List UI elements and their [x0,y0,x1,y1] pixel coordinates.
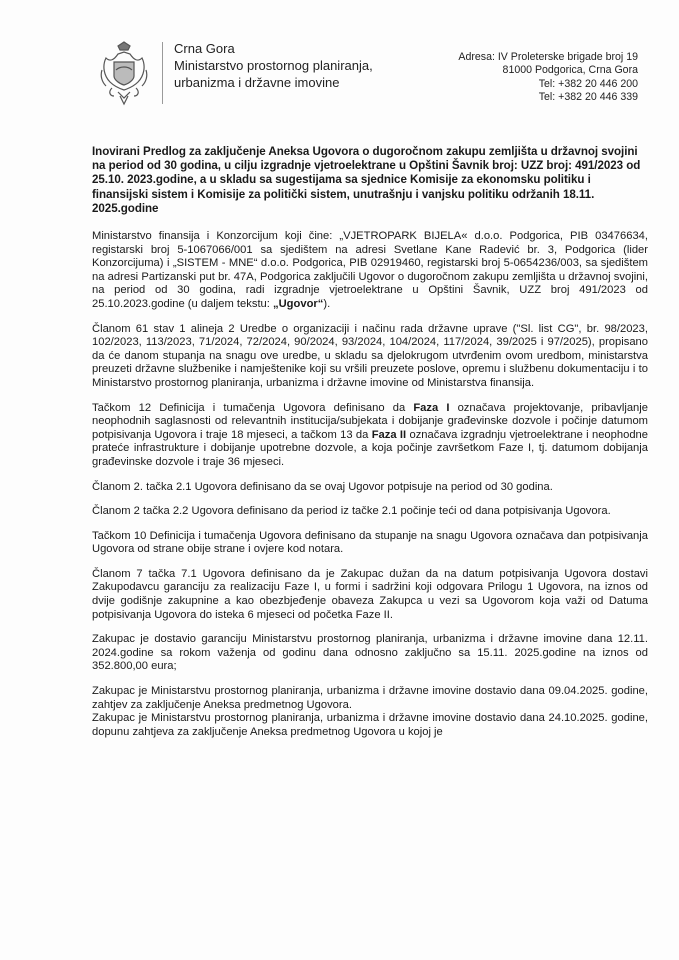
montenegro-coat-of-arms-icon [98,40,150,108]
defined-term-ugovor: „Ugovor“ [273,297,324,310]
ministry-line-1: Ministarstvo prostornog planiranja, [174,58,373,73]
country-name: Crna Gora [174,41,235,56]
paragraph-request-supplement: Zakupac je Ministarstvu prostornog planiranja, urbanizma i državne imovine dostavio dana 24.10.2025. godine, dopunu zahtjeva za zaključenje Aneksa predmetnog Ugovora u kojoj je [92,712,648,738]
letterhead [98,40,658,110]
contact-address [458,51,638,104]
phone-1: Tel: +382 20 446 200 [538,77,638,90]
paragraph-point-10: Tačkom 10 Definicija i tumačenja Ugovora definisano da stupanje na snagu Ugovora označava dan potpisivanja Ugovora od strane obije strane i ovjere kod notara. [92,529,648,556]
paragraph-request: Zakupac je Ministarstvu prostornog planiranja, urbanizma i državne imovine dostavio dana 09.04.2025. godine, zahtjev za zaključenje Aneksa predmetnog Ugovora. [92,685,648,711]
paragraph-article-2-1: Članom 2. tačka 2.1 Ugovora definisano da se ovaj Ugovor potpisuje na period od 30 godina. [92,480,553,493]
paragraph-text: označava projektovanje, pribavljanje neophodnih saglasnosti od relevantnih institucija/subjekata i dobijanje građevinske dozvole i počinje datumom potpisivanja Ugovora i traje 18 mjeseci, a tačkom 13 da [92,401,648,441]
paragraph-text: označava izgradnju vjetroelektrane i neophodne prateće infrastrukture i dobijanje upotrebne dozvole, a koja počinje završetkom Faze I, tj. datumom dobijanja građevinske dozvole i traje 36 mjeseci. [92,428,648,468]
document-body [92,145,648,750]
term-faza-1: Faza I [413,401,450,414]
letterhead-divider [162,42,163,104]
street-address: Adresa: IV Proleterske brigade broj 19 [458,51,638,63]
paragraph-guarantee: Zakupac je dostavio garanciju Ministarstvu prostornog planiranja, urbanizma i državne imovine dana 12.11. 2024.godine sa rokom važenja od godinu dana odnosno zaključno sa 15.11. 2025.godine na iznos od 352.800,00 eura; [92,633,648,673]
document-title: Inovirani Predlog za zaključenje Aneksa Ugovora o dugoročnom zakupu zemljišta u državnoj svojini na period od 30 godina, u cilju izgradnje vjetroelektrane u Opštini Šavnik broj: UZZ broj: 491/2023 od 25.10. 2023.godine, a u skladu sa sugestijama sa sjednice Komisije za ekonomsku politiku i finansijski sistem i Komisije za politički sistem, unutrašnju i vanjsku politiku održanih 18.11. 2025.godine [92,145,641,215]
ministry-line-2: urbanizma i državne imovine [174,75,340,90]
ministry-name [174,40,373,91]
term-faza-2: Faza II [371,428,407,441]
paragraph-regulation: Članom 61 stav 1 alineja 2 Uredbe o organizaciji i načinu rada državne uprave ("Sl. list CG", br. 98/2023, 102/2023, 113/2023, 71/2024, 72/2024, 90/2024, 93/2024, 104/2024, 117/2024, 39/2025 i 97/2025), propisano da će danom stupanja na snagu ove uredbe, u skladu sa djelokrugom utvrđenim ovom uredbom, ministarstva preuzeti državne službenike i namještenike koji su vršili preuzete poslove, opremu i službenu dokumentaciju i to Ministarstvo prostornog planiranja, urbanizma i državne imovine od Ministarstva finansija. [92,322,648,389]
phone-2: Tel: +382 20 446 339 [538,90,638,103]
paragraph-phases [92,402,648,470]
paragraph-parties [92,230,648,312]
paragraph-article-7-1: Članom 7 tačka 7.1 Ugovora definisano da je Zakupac dužan da na datum potpisivanja Ugovora dostavi Zakupodavcu garanciju za realizaciju Faze I, u formi i sadržini koji odgovara Prilogu 1 Ugovora, na iznos od dvije godišnje zakupnine a kao obezbjeđenje obaveza Zakupca u vezi sa Ugovorom koja važi od Datuma potpisivanja Ugovora do isteka 6 mjeseci od početka Faze II. [92,567,648,621]
city-address: 81000 Podgorica, Crna Gora [502,64,638,77]
paragraph-text: Ministarstvo finansija i Konzorcijum koji čine: „VJETROPARK BIJELA« d.o.o. Podgorica, PIB 03476634, registarski broj 5-1067066/001 sa sjedištem na adresi Svetlane Kane Radević br. 3, Podgorica (lider Konzorcijuma) i „SISTEM - MNE“ d.o.o. Podgorica, PIB 02919460, registarski broj 5-0654236/003, sa sjedištem na adresi Partizanski put br. 47A, Podgorica zaključili Ugovor o dugoročnom zakupu zemljišta u državnoj svojini, na period od 30 godina, radi izgradnje vjetroelektrane u Opštini Šavnik, UZZ broj 491/2023 od 25.10.2023.godine (u daljem tekstu: [92,230,648,310]
paragraph-article-2-2: Članom 2 tačka 2.2 Ugovora definisano da period iz tačke 2.1 počinje teći od dana potpisivanja Ugovora. [92,505,611,518]
paragraph-text: Tačkom 12 Definicija i tumačenja Ugovora definisano da [92,401,414,414]
paragraph-text: ). [323,297,331,310]
